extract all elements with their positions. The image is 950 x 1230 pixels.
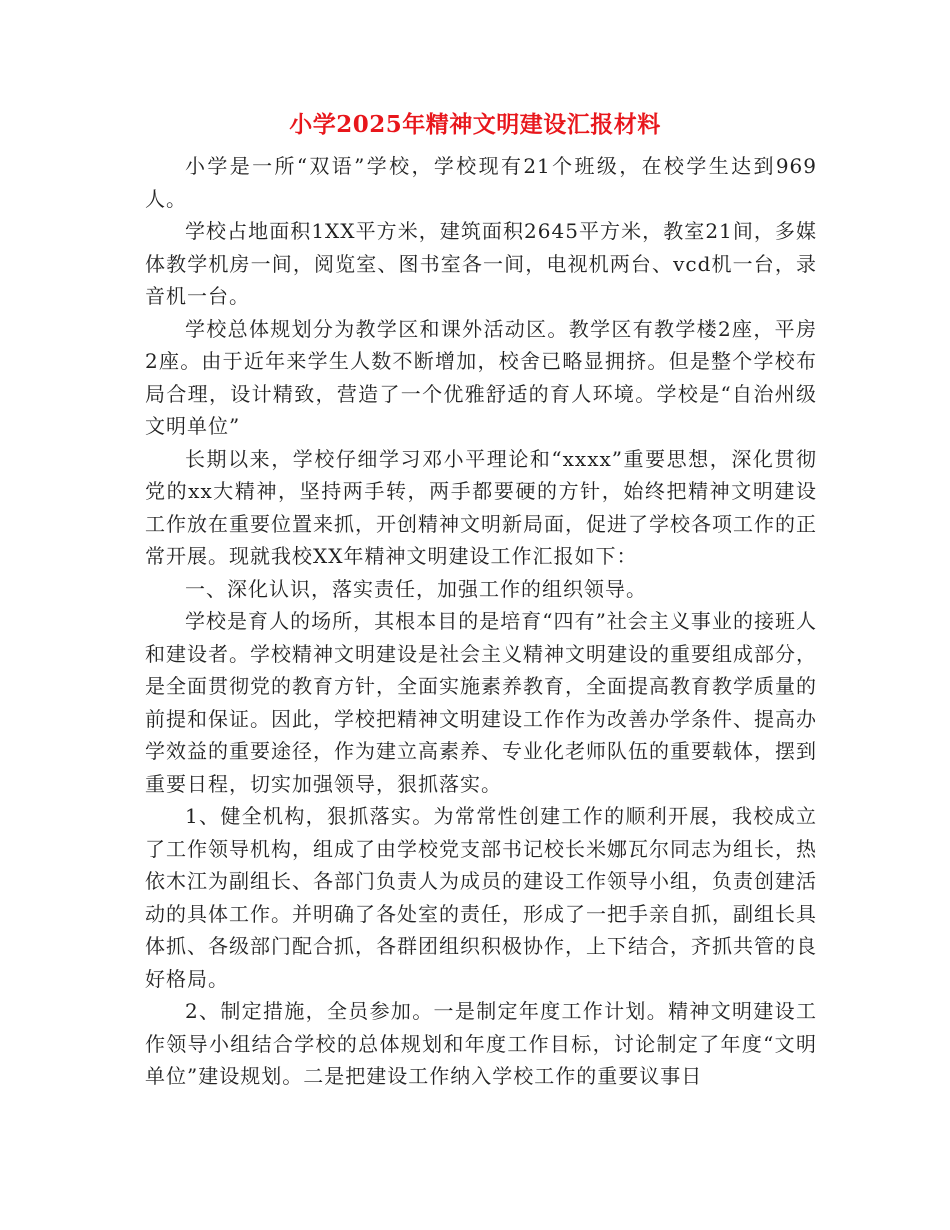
paragraph-education-purpose: 学校是育人的场所，其根本目的是培育“四有”社会主义事业的接班人和建设者。学校精神文明建设是社会主义精神文明建设的重要组成部分，是全面贯彻党的教育方针，全面实施素养教育，全面提高教育教学质量的前提和保证。因此，学校把精神文明建设工作作为改善办学条件、提高办学效益的重要途径，作为建立高素养、专业化老师队伍的重要载体，摆到重要日程，切实加强领导，狠抓落实。 [145,609,817,796]
paragraph-overview: 长期以来，学校仔细学习邓小平理论和“xxxx”重要思想，深化贯彻党的xx大精神，坚持两手转，两手都要硬的方针，始终把精神文明建设工作放在重要位置来抓，开创精神文明新局面，促进了学校各项工作的正常开展。现就我校XX年精神文明建设工作汇报如下： [145,446,817,568]
paragraph-campus-layout: 学校总体规划分为教学区和课外活动区。教学区有教学楼2座，平房2座。由于近年来学生人数不断增加，校舍已略显拥挤。但是整个学校布局合理，设计精致，营造了一个优雅舒适的育人环境。学校是“自治州级文明单位” [145,316,817,438]
section-heading-1: 一、深化认识，落实责任，加强工作的组织领导。 [185,576,647,601]
document-title: 小学2025年精神文明建设汇报材料 [289,111,661,138]
paragraph-school-intro: 小学是一所“双语”学校，学校现有21个班级，在校学生达到969人。 [145,154,817,211]
paragraph-measures: 2、制定措施，全员参加。一是制定年度工作计划。精神文明建设工作领导小组结合学校的总体规划和年度工作目标，讨论制定了年度“文明单位”建设规划。二是把建设工作纳入学校工作的重要议事日 [145,999,817,1088]
document-body [145,150,817,1093]
paragraph-organization: 1、健全机构，狠抓落实。为常常性创建工作的顺利开展，我校成立了工作领导机构，组成了由学校党支部书记校长米娜瓦尔同志为组长，热依木江为副组长、各部门负责人为成员的建设工作领导小组，负责创建活动的具体工作。并明确了各处室的责任，形成了一把手亲自抓，副组长具体抓、各级部门配合抓，各群团组织积极协作，上下结合，齐抓共管的良好格局。 [145,804,817,991]
paragraph-facilities: 学校占地面积1XX平方米，建筑面积2645平方米，教室21间，多媒体教学机房一间，阅览室、图书室各一间，电视机两台、vcd机一台，录音机一台。 [145,219,817,308]
